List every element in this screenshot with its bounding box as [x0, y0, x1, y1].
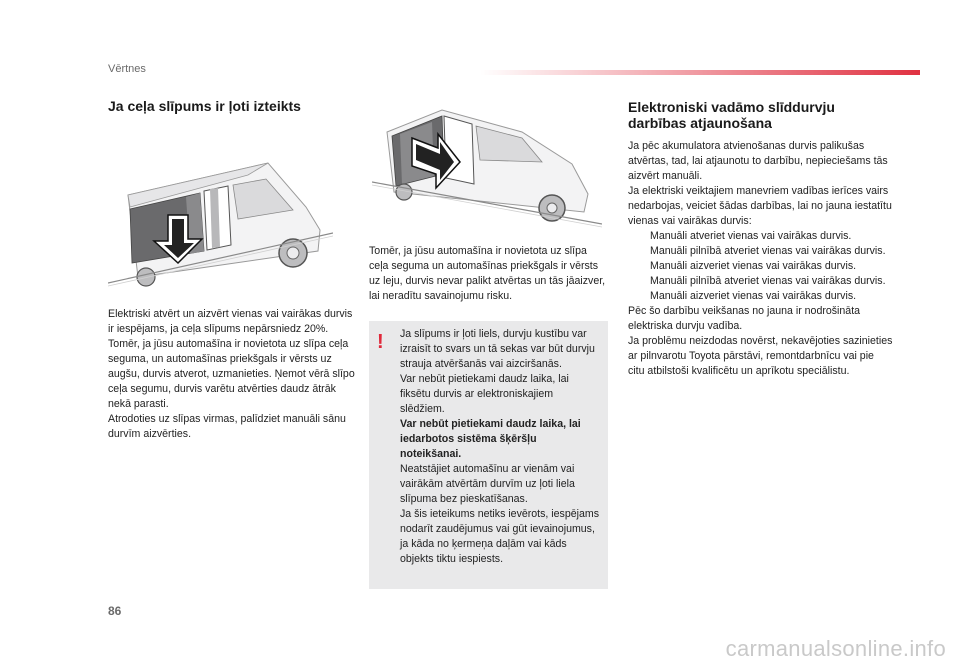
- warning-paragraph: Ja slīpums ir ļoti liels, durvju kustību var izraisīt to svars un tā sekas var būt durvju strauja atvēršanās vai aizciršanās.: [400, 328, 595, 370]
- step-item: [628, 259, 893, 274]
- right-outro: Pēc šo darbību veikšanas no jauna ir nodrošināta elektriska durvju vadība.: [628, 305, 861, 332]
- warning-bold-paragraph: Var nebūt pietiekami daudz laika, lai iedarbotos sistēma šķēršļu noteikšanai.: [400, 418, 581, 460]
- step-text: Manuāli aizveriet vienas vai vairākas durvis.: [650, 260, 857, 272]
- header-rule: [480, 70, 920, 75]
- step-item: [628, 289, 893, 304]
- watermark: carmanualsonline.info: [725, 636, 946, 661]
- left-heading: Ja ceļa slīpums ir ļoti izteikts: [108, 98, 301, 114]
- warning-paragraph: Var nebūt pietiekami daudz laika, lai fiksētu durvis ar elektroniskajiem slēdžiem.: [400, 373, 569, 415]
- left-paragraph: Elektriski atvērt un aizvērt vienas vai vairākas durvis ir iespējams, ja ceļa slīpums nepārsniedz 20%.: [108, 308, 353, 335]
- step-item: [628, 274, 893, 289]
- right-intro: Ja pēc akumulatora atvienošanas durvis palikušas atvērtas, tad, lai atjaunotu to darbību, nepieciešams tās aizvērt manuāli.: [628, 140, 888, 182]
- right-intro2: Ja elektriski veiktajiem manevriem vadības ierīces vairs nedarbojas, veiciet šādas darbības, lai no jauna iestatītu vienas vai vairākas durvis:: [628, 185, 892, 227]
- bullet-icon: [628, 229, 650, 244]
- right-outro2: Ja problēmu neizdodas novērst, nekavējoties sazinieties ar pilnvarotu Toyota pārstāvi, remontdarbnīcu vai pie citu atbilstoši kvalificētu un aprīkotu speciālistu.: [628, 335, 893, 377]
- left-paragraph: Tomēr, ja jūsu automašīna ir novietota uz slīpa ceļa seguma, un automašīnas priekšgals ir vērsts uz augšu, durvis atverot, uzmanieties. Ņemot vērā slīpo ceļa segumu, durvis varētu atvērties daudz ātrāk nekā parasti.: [108, 338, 355, 410]
- warning-text: [400, 327, 600, 567]
- step-item: [628, 244, 893, 259]
- warning-icon: !: [377, 331, 384, 353]
- middle-paragraph: Tomēr, ja jūsu automašīna ir novietota uz slīpa ceļa seguma un automašīnas priekšgals ir vērsts uz leju, durvis nevar palikt atvērtas un tās jāaizver, lai neradītu savainojumu risku.: [369, 245, 606, 302]
- left-body: [108, 307, 358, 442]
- left-paragraph: Atrodoties uz slīpas virmas, palīdziet manuāli sānu durvīm aizvērties.: [108, 413, 346, 440]
- van-uphill-illustration: [108, 155, 333, 295]
- van-downhill-illustration: [372, 104, 602, 229]
- section-label: Vērtnes: [108, 63, 146, 75]
- right-body: [628, 139, 893, 379]
- warning-paragraph: Ja šis ieteikums netiks ievērots, iespējams nodarīt zaudējumus vai gūt ievainojumus, ja kāda no ķermeņa daļām vai kāds objekts tiktu iespiests.: [400, 508, 600, 565]
- step-text: Manuāli atveriet vienas vai vairākas durvis.: [650, 230, 852, 242]
- bullet-icon: [628, 259, 650, 274]
- bullet-icon: [628, 244, 650, 259]
- step-text: Manuāli aizveriet vienas vai vairākas durvis.: [650, 290, 857, 302]
- step-text: Manuāli pilnībā atveriet vienas vai vairākas durvis.: [650, 245, 886, 257]
- warning-paragraph: Neatstājiet automašīnu ar vienām vai vairākām atvērtām durvīm uz ļoti liela slīpuma bez pieskatīšanas.: [400, 463, 575, 505]
- warning-box: [369, 321, 608, 589]
- step-text: Manuāli pilnībā atveriet vienas vai vairākas durvis.: [650, 275, 886, 287]
- right-heading: Elektroniski vadāmo slīddurvju darbības atjaunošana: [628, 99, 835, 131]
- step-item: [628, 229, 893, 244]
- bullet-icon: [628, 289, 650, 304]
- page-number: 86: [108, 604, 122, 618]
- bullet-icon: [628, 274, 650, 289]
